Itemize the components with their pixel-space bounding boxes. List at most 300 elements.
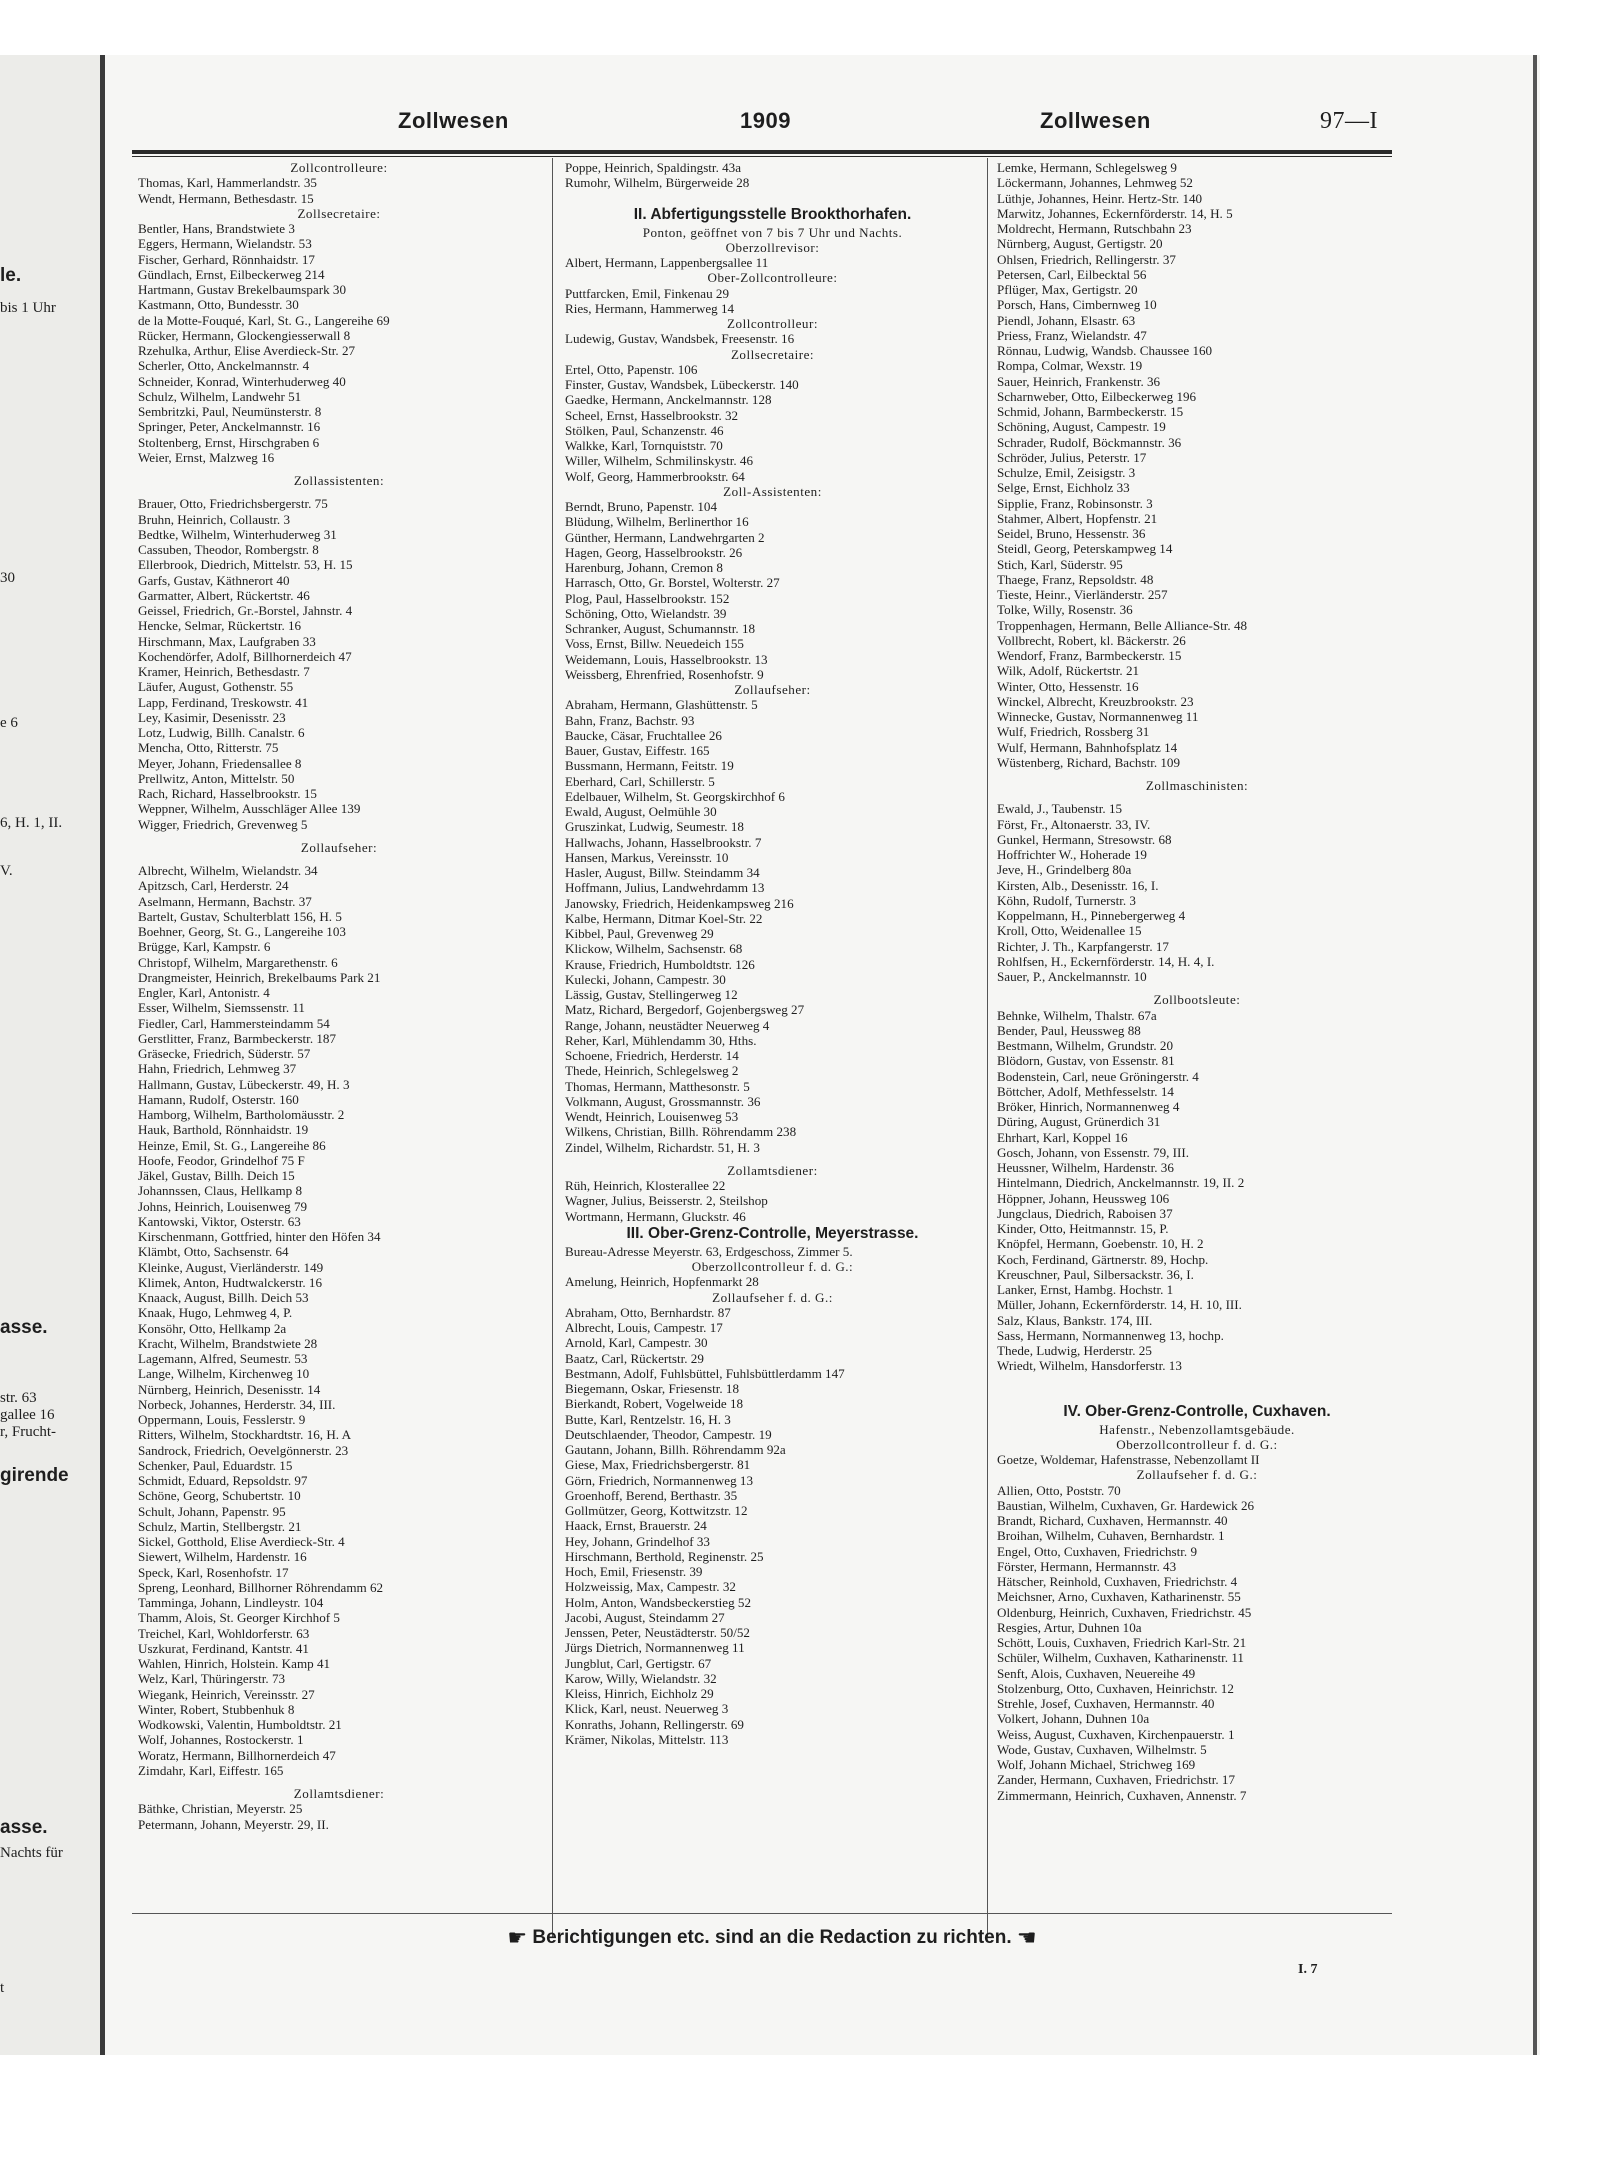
directory-entry: Sickel, Gotthold, Elise Averdieck-Str. 4 bbox=[138, 1534, 345, 1549]
directory-entry: Meyer, Johann, Friedensallee 8 bbox=[138, 755, 302, 771]
directory-entry: Ertel, Otto, Papenstr. 106 bbox=[565, 361, 698, 377]
directory-entry: Tieste, Heinr., Vierländerstr. 257 bbox=[997, 587, 1168, 602]
directory-entry: Schneider, Konrad, Winterhuderweg 40 bbox=[138, 373, 346, 389]
directory-entry: Stölken, Paul, Schanzenstr. 46 bbox=[565, 422, 724, 438]
directory-entry: Resgies, Artur, Duhnen 10a bbox=[997, 1619, 1142, 1635]
previous-page-edge bbox=[0, 55, 106, 2055]
directory-entry: Knaack, August, Billh. Deich 53 bbox=[138, 1290, 309, 1305]
directory-entry: Thomas, Karl, Hammerlandstr. 35 bbox=[138, 175, 317, 191]
directory-entry: Schoene, Friedrich, Herderstr. 14 bbox=[565, 1048, 739, 1063]
directory-entry: Kinder, Otto, Heitmannstr. 15, P. bbox=[997, 1221, 1169, 1236]
directory-entry: Kibbel, Paul, Grevenweg 29 bbox=[565, 926, 714, 941]
prev-page-fragment: r, Frucht- bbox=[0, 1424, 57, 1440]
directory-entry: Wendt, Heinrich, Louisenweg 53 bbox=[565, 1109, 739, 1124]
directory-entry: Oldenburg, Heinrich, Cuxhaven, Friedrichstr. 45 bbox=[997, 1604, 1252, 1620]
directory-entry: Winnecke, Gustav, Normannenweg 11 bbox=[997, 709, 1199, 724]
section-caption: Ponton, geöffnet von 7 bis 7 Uhr und Nachts. bbox=[642, 224, 903, 240]
directory-entry: Piendl, Johann, Elsastr. 63 bbox=[997, 312, 1136, 328]
directory-entry: Salz, Klaus, Bankstr. 174, III. bbox=[997, 1312, 1153, 1328]
prev-page-fragment: V. bbox=[0, 863, 13, 879]
directory-entry: Schüler, Wilhelm, Cuxhaven, Katharinenstr. 11 bbox=[997, 1650, 1244, 1666]
spacer bbox=[138, 832, 540, 840]
directory-entry: Richter, J. Th., Karpfangerstr. 17 bbox=[997, 938, 1169, 954]
directory-entry: Scherler, Otto, Anckelmannstr. 4 bbox=[138, 358, 310, 374]
directory-entry: Nürnberg, August, Gertigstr. 20 bbox=[997, 236, 1163, 252]
directory-entry: Weier, Ernst, Malzweg 16 bbox=[138, 449, 275, 465]
prev-page-fragment: girende bbox=[0, 1465, 69, 1486]
directory-entry: Koppelmann, H., Pinnebergerweg 4 bbox=[997, 908, 1186, 923]
directory-entry: Sauer, P., Anckelmannstr. 10 bbox=[997, 969, 1147, 984]
directory-entry: Wigger, Friedrich, Grevenweg 5 bbox=[138, 816, 308, 832]
directory-entry: Lagemann, Alfred, Seumestr. 53 bbox=[138, 1351, 308, 1366]
directory-entry: Köhn, Rudolf, Turnerstr. 3 bbox=[997, 892, 1136, 908]
directory-entry: Weissberg, Ehrenfried, Rosenhofstr. 9 bbox=[565, 666, 764, 682]
column-left bbox=[138, 160, 540, 1832]
directory-entry: Treichel, Karl, Wohldorferstr. 63 bbox=[138, 1625, 310, 1641]
directory-entry: Engler, Karl, Antonistr. 4 bbox=[138, 985, 270, 1000]
directory-entry: Wodkowski, Valentin, Humboldtstr. 21 bbox=[138, 1717, 342, 1732]
section-caption: Zollsecretaire: bbox=[297, 205, 381, 221]
directory-entry: Abraham, Hermann, Glashüttenstr. 5 bbox=[565, 697, 758, 713]
directory-entry: Kantowski, Viktor, Osterstr. 63 bbox=[138, 1213, 301, 1229]
directory-entry: Bauer, Gustav, Eiffestr. 165 bbox=[565, 743, 710, 758]
directory-entry: Wagner, Julius, Beisserstr. 2, Steilshop bbox=[565, 1193, 768, 1209]
spacer bbox=[997, 1388, 1397, 1402]
directory-entry: Biegemann, Oskar, Friesenstr. 18 bbox=[565, 1381, 740, 1396]
directory-entry: Hasler, August, Billw. Steindamm 34 bbox=[565, 865, 760, 880]
directory-entry: Zander, Hermann, Cuxhaven, Friedrichstr. 17 bbox=[997, 1772, 1236, 1788]
directory-entry: Schöning, Otto, Wielandstr. 39 bbox=[565, 605, 727, 621]
directory-entry: Aselmann, Hermann, Bachstr. 37 bbox=[138, 893, 312, 909]
directory-entry: Schöne, Georg, Schubertstr. 10 bbox=[138, 1488, 301, 1504]
page-number: 97—I bbox=[1320, 108, 1378, 134]
directory-entry: Rüh, Heinrich, Klosterallee 22 bbox=[565, 1178, 726, 1193]
directory-entry: Jenssen, Peter, Neustädterstr. 50/52 bbox=[565, 1625, 750, 1640]
directory-entry: Wendorf, Franz, Barmbeckerstr. 15 bbox=[997, 648, 1182, 663]
directory-entry: Sauer, Heinrich, Frankenstr. 36 bbox=[997, 373, 1161, 389]
directory-entry: Kleiss, Hinrich, Eichholz 29 bbox=[565, 1686, 714, 1701]
directory-entry: Boehner, Georg, St. G., Langereihe 103 bbox=[138, 924, 346, 939]
directory-entry: Görn, Friedrich, Normannenweg 13 bbox=[565, 1472, 753, 1488]
directory-entry: Thomas, Hermann, Matthesonstr. 5 bbox=[565, 1078, 750, 1094]
directory-entry: Wiegank, Heinrich, Vereinsstr. 27 bbox=[138, 1686, 315, 1702]
directory-entry: Bestmann, Wilhelm, Grundstr. 20 bbox=[997, 1038, 1173, 1053]
directory-entry: Stoltenberg, Ernst, Hirschgraben 6 bbox=[138, 434, 320, 450]
directory-entry: Reher, Karl, Mühlendamm 30, Hths. bbox=[565, 1032, 757, 1048]
prev-page-fragment: Nachts für bbox=[0, 1845, 63, 1861]
corrections-notice bbox=[412, 1925, 1132, 1951]
directory-entry: Garmatter, Albert, Rückertstr. 46 bbox=[138, 587, 310, 603]
directory-entry: Bruhn, Heinrich, Collaustr. 3 bbox=[138, 511, 291, 527]
directory-entry: Kroll, Otto, Weidenallee 15 bbox=[997, 923, 1142, 939]
directory-entry: Schulz, Wilhelm, Landwehr 51 bbox=[138, 388, 302, 404]
directory-entry: Albert, Hermann, Lappenbergsallee 11 bbox=[565, 255, 769, 270]
directory-entry: Ewald, August, Oelmühle 30 bbox=[565, 804, 717, 819]
directory-entry: Bahn, Franz, Bachstr. 93 bbox=[565, 712, 695, 728]
directory-entry: Wriedt, Wilhelm, Hansdorferstr. 13 bbox=[997, 1358, 1182, 1374]
spacer bbox=[997, 793, 1397, 801]
directory-entry: Butte, Karl, Rentzelstr. 16, H. 3 bbox=[565, 1411, 731, 1427]
directory-entry: Gruszinkat, Ludwig, Seumestr. 18 bbox=[565, 819, 744, 835]
directory-entry: Garfs, Gustav, Käthnerort 40 bbox=[138, 572, 290, 588]
prev-page-fragment: le. bbox=[0, 265, 22, 286]
directory-entry: Siewert, Wilhelm, Hardenstr. 16 bbox=[138, 1549, 307, 1565]
directory-entry: Hauk, Barthold, Rönnhaidstr. 19 bbox=[138, 1122, 309, 1138]
directory-entry: Mencha, Otto, Ritterstr. 75 bbox=[138, 740, 279, 756]
directory-entry: Lange, Wilhelm, Kirchenweg 10 bbox=[138, 1366, 310, 1382]
directory-entry: Seidel, Bruno, Hessenstr. 36 bbox=[997, 526, 1146, 541]
directory-entry: Thede, Ludwig, Herderstr. 25 bbox=[997, 1343, 1152, 1358]
directory-entry: Klämbt, Otto, Sachsenstr. 64 bbox=[138, 1244, 289, 1260]
directory-entry: Koch, Ferdinand, Gärtnerstr. 89, Hochp. bbox=[997, 1251, 1209, 1267]
directory-entry: Fischer, Gerhard, Rönnhaidstr. 17 bbox=[138, 251, 315, 267]
directory-entry: Johannssen, Claus, Hellkamp 8 bbox=[138, 1183, 303, 1199]
directory-entry: Hahn, Friedrich, Lehmweg 37 bbox=[138, 1061, 297, 1077]
directory-entry: Jungblut, Carl, Gertigstr. 67 bbox=[565, 1655, 712, 1671]
directory-entry: Kreuschner, Paul, Silbersackstr. 36, I. bbox=[997, 1266, 1194, 1282]
directory-entry: Gunkel, Hermann, Stresowstr. 68 bbox=[997, 831, 1172, 847]
directory-entry: Brügge, Karl, Kampstr. 6 bbox=[138, 939, 271, 955]
directory-entry: Johns, Heinrich, Louisenweg 79 bbox=[138, 1198, 308, 1214]
directory-entry: Tamminga, Johann, Lindleystr. 104 bbox=[138, 1595, 324, 1610]
directory-entry: Karow, Willy, Wielandstr. 32 bbox=[565, 1670, 717, 1686]
directory-entry: Ley, Kasimir, Desenisstr. 23 bbox=[138, 709, 286, 725]
directory-entry: Lüthje, Johannes, Heinr. Hertz-Str. 140 bbox=[997, 190, 1203, 206]
column-right bbox=[997, 160, 1397, 1803]
directory-entry: Bodenstein, Carl, neue Gröningerstr. 4 bbox=[997, 1068, 1199, 1084]
directory-entry: Sipplie, Franz, Robinsonstr. 3 bbox=[997, 495, 1153, 511]
directory-entry: Steidl, Georg, Peterskampweg 14 bbox=[997, 541, 1173, 557]
column-divider bbox=[552, 158, 553, 1938]
directory-entry: Klick, Karl, neust. Neuerweg 3 bbox=[565, 1701, 729, 1717]
directory-entry: Senft, Alois, Cuxhaven, Neuereihe 49 bbox=[997, 1665, 1196, 1681]
directory-entry: Thamm, Alois, St. Georger Kirchhof 5 bbox=[138, 1610, 340, 1626]
section-caption: Zollmaschinisten: bbox=[1145, 778, 1249, 793]
directory-entry: Goetze, Woldemar, Hafenstrasse, Nebenzollamt II bbox=[997, 1452, 1260, 1467]
section-caption: Hafenstr., Nebenzollamtsgebäude. bbox=[1099, 1421, 1295, 1437]
directory-entry: Cassuben, Theodor, Rombergstr. 8 bbox=[138, 542, 319, 557]
directory-entry: Strehle, Josef, Cuxhaven, Hermannstr. 40 bbox=[997, 1696, 1215, 1711]
directory-entry: Prellwitz, Anton, Mittelstr. 50 bbox=[138, 770, 295, 786]
directory-entry: Albrecht, Louis, Campestr. 17 bbox=[565, 1320, 723, 1335]
directory-entry: Först, Fr., Altonaerstr. 33, IV. bbox=[997, 816, 1151, 832]
directory-entry: Zimdahr, Karl, Eiffestr. 165 bbox=[138, 1762, 284, 1778]
directory-entry: Apitzsch, Carl, Herderstr. 24 bbox=[138, 878, 289, 894]
directory-entry: Blödorn, Gustav, von Essenstr. 81 bbox=[997, 1053, 1175, 1069]
running-head-left: Zollwesen bbox=[398, 108, 509, 133]
directory-entry: Rach, Richard, Hasselbrookstr. 15 bbox=[138, 786, 317, 801]
directory-entry: Gräsecke, Friedrich, Süderstr. 57 bbox=[138, 1046, 311, 1061]
directory-entry: Klickow, Wilhelm, Sachsenstr. 68 bbox=[565, 941, 743, 957]
column-divider bbox=[987, 158, 988, 1938]
directory-entry: Bussmann, Hermann, Feitstr. 19 bbox=[565, 758, 734, 774]
directory-entry: Lanker, Ernst, Hambg. Hochstr. 1 bbox=[997, 1282, 1174, 1297]
directory-entry: Sembritzki, Paul, Neumünsterstr. 8 bbox=[138, 404, 322, 419]
directory-entry: Düring, August, Grünerdich 31 bbox=[997, 1114, 1161, 1130]
spacer bbox=[997, 1374, 1397, 1388]
directory-entry: Kirsten, Alb., Desenisstr. 16, I. bbox=[997, 877, 1159, 893]
directory-entry: Gollmützer, Georg, Kottwitzstr. 12 bbox=[565, 1503, 748, 1518]
directory-entry: Janowsky, Friedrich, Heidenkampsweg 216 bbox=[565, 895, 794, 911]
directory-entry: Giese, Max, Friedrichsbergerstr. 81 bbox=[565, 1457, 751, 1473]
directory-entry: Jeve, H., Grindelberg 80a bbox=[997, 862, 1132, 878]
directory-entry: Stahmer, Albert, Hopfenstr. 21 bbox=[997, 510, 1158, 526]
directory-entry: Kochendörfer, Adolf, Billhornerdeich 47 bbox=[138, 648, 352, 664]
directory-entry: Walkke, Karl, Tornquiststr. 70 bbox=[565, 438, 723, 453]
directory-entry: Bäthke, Christian, Meyerstr. 25 bbox=[138, 1801, 303, 1817]
directory-entry: Böttcher, Adolf, Methfesselstr. 14 bbox=[997, 1083, 1174, 1099]
directory-entry: Schrader, Rudolf, Böckmannstr. 36 bbox=[997, 434, 1182, 450]
directory-entry: Priess, Franz, Wielandstr. 47 bbox=[997, 327, 1147, 343]
directory-entry: Winter, Robert, Stubbenhuk 8 bbox=[138, 1701, 295, 1717]
directory-entry: Wulf, Hermann, Bahnhofsplatz 14 bbox=[997, 739, 1178, 755]
prev-page-fragment: t bbox=[0, 1980, 5, 1996]
directory-entry: Engel, Otto, Cuxhaven, Friedrichstr. 9 bbox=[997, 1543, 1198, 1559]
directory-entry: Hintelmann, Diedrich, Anckelmannstr. 19, II. 2 bbox=[997, 1175, 1245, 1191]
section-caption: Ober-Zollcontrolleure: bbox=[707, 270, 838, 286]
directory-entry: Bröker, Hinrich, Normannenweg 4 bbox=[997, 1099, 1180, 1114]
directory-entry: Kirschenmann, Gottfried, hinter den Höfen 34 bbox=[138, 1229, 381, 1244]
directory-entry: Baatz, Carl, Rückertstr. 29 bbox=[565, 1350, 704, 1366]
page-fold-rule bbox=[100, 55, 105, 2055]
directory-entry: Pflüger, Max, Gertigstr. 20 bbox=[997, 282, 1138, 297]
directory-entry: Rönnau, Ludwig, Wandsb. Chaussee 160 bbox=[997, 343, 1213, 358]
prev-page-fragment: str. 63 bbox=[0, 1390, 37, 1406]
directory-entry: Haack, Ernst, Brauerstr. 24 bbox=[565, 1518, 707, 1534]
directory-entry: Lässig, Gustav, Stellingerweg 12 bbox=[565, 987, 738, 1002]
section-heading: III. Ober-Grenz-Controlle, Meyerstrasse. bbox=[626, 1224, 919, 1242]
directory-entry: Meichsner, Arno, Cuxhaven, Katharinenstr. 55 bbox=[997, 1589, 1241, 1605]
directory-entry: Schött, Louis, Cuxhaven, Friedrich Karl-Str. 21 bbox=[997, 1635, 1247, 1650]
directory-entry: Wendt, Hermann, Bethesdastr. 15 bbox=[138, 190, 314, 206]
section-caption: Zollaufseher f. d. G.: bbox=[712, 1289, 833, 1305]
section-caption: Zoll-Assistenten: bbox=[723, 483, 822, 499]
directory-entry: Schröder, Julius, Peterstr. 17 bbox=[997, 449, 1147, 465]
directory-entry: Edelbauer, Wilhelm, St. Georgskirchhof 6 bbox=[565, 788, 785, 804]
running-head-right: Zollwesen bbox=[1040, 108, 1151, 133]
section-caption: Zollcontrolleure: bbox=[290, 160, 388, 175]
directory-entry: Vollbrecht, Robert, kl. Bäckerstr. 26 bbox=[997, 632, 1186, 648]
directory-entry: Volkmann, August, Grossmannstr. 36 bbox=[565, 1093, 761, 1109]
directory-entry: Winckel, Albrecht, Kreuzbrookstr. 23 bbox=[997, 693, 1194, 709]
spacer bbox=[138, 855, 540, 863]
directory-entry: Harenburg, Johann, Cremon 8 bbox=[565, 560, 723, 575]
directory-entry: Weppner, Wilhelm, Ausschläger Allee 139 bbox=[138, 801, 361, 817]
directory-entry: Ritters, Wilhelm, Stockhardtstr. 16, H. A bbox=[138, 1427, 352, 1443]
directory-entry: Woratz, Hermann, Billhornerdeich 47 bbox=[138, 1747, 336, 1763]
directory-entry: Thaege, Franz, Repsoldstr. 48 bbox=[997, 571, 1154, 587]
directory-entry: Stolzenburg, Otto, Cuxhaven, Heinrichstr. 12 bbox=[997, 1680, 1234, 1696]
directory-entry: Lapp, Ferdinand, Treskowstr. 41 bbox=[138, 694, 309, 710]
directory-entry: Puttfarcken, Emil, Finkenau 29 bbox=[565, 285, 730, 301]
directory-entry: Amelung, Heinrich, Hopfenmarkt 28 bbox=[565, 1274, 759, 1290]
directory-entry: Rzehulka, Arthur, Elise Averdieck-Str. 27 bbox=[138, 343, 356, 358]
directory-entry: Weiss, August, Cuxhaven, Kirchenpauerstr. 1 bbox=[997, 1726, 1235, 1742]
directory-entry: Holzweissig, Max, Campestr. 32 bbox=[565, 1579, 736, 1595]
spacer bbox=[138, 465, 540, 473]
directory-entry: Deutschlaender, Theodor, Campestr. 19 bbox=[565, 1426, 772, 1442]
directory-entry: Gosch, Johann, von Essenstr. 79, III. bbox=[997, 1144, 1190, 1160]
directory-entry: Ellerbrook, Diedrich, Mittelstr. 53, H. 15 bbox=[138, 557, 353, 573]
directory-entry: Schmidt, Eduard, Repsoldstr. 97 bbox=[138, 1473, 308, 1488]
directory-entry: Jürgs Dietrich, Normannenweg 11 bbox=[565, 1640, 745, 1656]
directory-entry: Hallmann, Gustav, Lübeckerstr. 49, H. 3 bbox=[138, 1076, 350, 1092]
directory-entry: Nürnberg, Heinrich, Desenisstr. 14 bbox=[138, 1381, 321, 1397]
directory-entry: Willer, Wilhelm, Schmilinskystr. 46 bbox=[565, 453, 754, 469]
directory-entry: Läufer, August, Gothenstr. 55 bbox=[138, 679, 294, 695]
directory-entry: Abraham, Otto, Bernhardstr. 87 bbox=[565, 1304, 731, 1320]
section-caption: Oberzollcontrolleur f. d. G.: bbox=[1116, 1436, 1278, 1452]
directory-entry: Gaedke, Hermann, Anckelmannstr. 128 bbox=[565, 392, 772, 408]
directory-entry: Petermann, Johann, Meyerstr. 29, II. bbox=[138, 1816, 329, 1832]
directory-entry: Höppner, Johann, Heussweg 106 bbox=[997, 1190, 1170, 1206]
directory-entry: Förster, Hermann, Hermannstr. 43 bbox=[997, 1558, 1177, 1574]
section-caption: Oberzollcontrolleur f. d. G.: bbox=[691, 1259, 854, 1274]
directory-entry: Groenhoff, Berend, Berthastr. 35 bbox=[565, 1487, 738, 1503]
directory-entry: Schranker, August, Schumannstr. 18 bbox=[565, 621, 756, 636]
prev-page-fragment: e 6 bbox=[0, 715, 18, 731]
spacer bbox=[138, 1778, 540, 1786]
directory-entry: Broihan, Wilhelm, Cuhaven, Bernhardstr. 1 bbox=[997, 1528, 1225, 1544]
directory-entry: Wulf, Friedrich, Rossberg 31 bbox=[997, 724, 1150, 740]
directory-entry: Uszkurat, Ferdinand, Kantstr. 41 bbox=[138, 1640, 309, 1656]
directory-entry: Jacobi, August, Steindamm 27 bbox=[565, 1609, 725, 1625]
directory-entry: Albrecht, Wilhelm, Wielandstr. 34 bbox=[138, 863, 318, 878]
directory-entry: Schenker, Paul, Eduardstr. 15 bbox=[138, 1457, 293, 1473]
directory-entry: Bentler, Hans, Brandstwiete 3 bbox=[138, 221, 295, 236]
directory-entry: Gautann, Johann, Billh. Röhrendamm 92a bbox=[565, 1442, 786, 1457]
section-caption: Zollassistenten: bbox=[293, 473, 385, 488]
directory-entry: Thede, Heinrich, Schlegelsweg 2 bbox=[565, 1063, 739, 1079]
directory-entry: Behnke, Wilhelm, Thalstr. 67a bbox=[997, 1007, 1157, 1023]
directory-entry: Hoofe, Feodor, Grindelhof 75 F bbox=[138, 1152, 305, 1168]
directory-entry: Sass, Hermann, Normannenweg 13, hochp. bbox=[997, 1327, 1224, 1343]
directory-entry: Zimmermann, Heinrich, Cuxhaven, Annenstr. 7 bbox=[997, 1787, 1247, 1803]
page-edge-rule bbox=[1533, 55, 1537, 2055]
directory-entry: Matz, Richard, Bergedorf, Gojenbergsweg 27 bbox=[565, 1002, 805, 1018]
spacer bbox=[997, 984, 1397, 992]
directory-entry: Kracht, Wilhelm, Brandstwiete 28 bbox=[138, 1335, 318, 1351]
spacer bbox=[138, 488, 540, 496]
directory-entry: Schult, Johann, Papenstr. 95 bbox=[138, 1503, 286, 1519]
directory-entry: Hoffmann, Julius, Landwehrdamm 13 bbox=[565, 880, 765, 896]
directory-entry: Heinze, Emil, St. G., Langereihe 86 bbox=[138, 1137, 326, 1153]
directory-entry: Bierkandt, Robert, Vogelweide 18 bbox=[565, 1396, 744, 1412]
directory-entry: Norbeck, Johannes, Herderstr. 34, III. bbox=[138, 1396, 336, 1412]
spacer bbox=[565, 1155, 980, 1163]
directory-entry: Allien, Otto, Poststr. 70 bbox=[997, 1482, 1121, 1498]
directory-entry: Hamann, Rudolf, Osterstr. 160 bbox=[138, 1091, 299, 1107]
directory-entry: Holm, Anton, Wandsbeckerstieg 52 bbox=[565, 1594, 751, 1610]
directory-entry: Konraths, Johann, Rellingerstr. 69 bbox=[565, 1716, 744, 1732]
directory-entry: Krämer, Nikolas, Mittelstr. 113 bbox=[565, 1731, 729, 1747]
directory-entry: Tolke, Willy, Rosenstr. 36 bbox=[997, 602, 1133, 618]
pointing-hand-icon: ☛ bbox=[507, 1925, 528, 1950]
pointing-hand-left-icon: ☚ bbox=[1016, 1925, 1037, 1950]
directory-entry: Wolf, Georg, Hammerbrookstr. 64 bbox=[565, 468, 745, 484]
directory-entry: Hencke, Selmar, Rückertstr. 16 bbox=[138, 618, 302, 634]
directory-entry: Wilk, Adolf, Rückertstr. 21 bbox=[997, 663, 1140, 679]
directory-entry: Jäkel, Gustav, Billh. Deich 15 bbox=[138, 1168, 295, 1183]
directory-entry: Brauer, Otto, Friedrichsbergerstr. 75 bbox=[138, 496, 328, 512]
directory-entry: Stich, Karl, Süderstr. 95 bbox=[997, 556, 1123, 572]
directory-entry: Rohlfsen, H., Eckernförderstr. 14, H. 4, I. bbox=[997, 953, 1215, 969]
directory-entry: Hätscher, Reinhold, Cuxhaven, Friedrichstr. 4 bbox=[997, 1574, 1238, 1589]
section-caption: Zollaufseher: bbox=[300, 839, 378, 855]
directory-entry: Knaak, Hugo, Lehmweg 4, P. bbox=[138, 1305, 293, 1321]
directory-entry: Selge, Ernst, Eichholz 33 bbox=[997, 480, 1130, 496]
directory-entry: Plog, Paul, Hasselbrookstr. 152 bbox=[565, 590, 730, 606]
directory-entry: Hallwachs, Johann, Hasselbrookstr. 7 bbox=[565, 834, 762, 850]
directory-entry: Schulz, Martin, Stellbergstr. 21 bbox=[138, 1518, 302, 1534]
section-caption: Zollamtsdiener: bbox=[293, 1786, 385, 1801]
directory-entry: Hirschmann, Max, Laufgraben 33 bbox=[138, 633, 316, 649]
directory-entry: Troppenhagen, Hermann, Belle Alliance-Str. 48 bbox=[997, 617, 1248, 633]
directory-entry: Geissel, Friedrich, Gr.-Borstel, Jahnstr. 4 bbox=[138, 603, 353, 618]
directory-entry: Wolf, Johann Michael, Strichweg 169 bbox=[997, 1757, 1196, 1772]
spacer bbox=[997, 770, 1397, 778]
column-middle bbox=[565, 160, 980, 1747]
directory-entry: Baucke, Cäsar, Fruchtallee 26 bbox=[565, 727, 722, 743]
directory-entry: Springer, Peter, Anckelmannstr. 16 bbox=[138, 419, 321, 435]
section-caption: Oberzollrevisor: bbox=[725, 239, 820, 255]
directory-entry: Günther, Hermann, Landwehrgarten 2 bbox=[565, 529, 765, 545]
directory-entry: Kulecki, Johann, Campestr. 30 bbox=[565, 971, 726, 987]
section-caption: Zollaufseher f. d. G.: bbox=[1136, 1467, 1258, 1483]
directory-entry: Oppermann, Louis, Fesslerstr. 9 bbox=[138, 1412, 306, 1427]
section-caption: Zollaufseher: bbox=[734, 682, 811, 697]
directory-entry: Ewald, J., Taubenstr. 15 bbox=[997, 801, 1123, 817]
directory-entry: Winter, Otto, Hessenstr. 16 bbox=[997, 678, 1139, 694]
directory-entry: Volkert, Johann, Duhnen 10a bbox=[997, 1711, 1150, 1727]
directory-entry: Hey, Johann, Grindelhof 33 bbox=[565, 1533, 710, 1549]
section-caption: Zollcontrolleur: bbox=[727, 316, 818, 331]
signature-mark: I. 7 bbox=[1298, 1962, 1318, 1977]
directory-entry: Weidemann, Louis, Hasselbrookstr. 13 bbox=[565, 651, 768, 667]
directory-entry: Lotz, Ludwig, Billh. Canalstr. 6 bbox=[138, 725, 305, 740]
directory-entry: Baustian, Wilhelm, Cuxhaven, Gr. Hardewick 26 bbox=[997, 1497, 1255, 1513]
directory-entry: Harrasch, Otto, Gr. Borstel, Wolterstr. 27 bbox=[565, 575, 780, 591]
directory-entry: Fiedler, Carl, Hammersteindamm 54 bbox=[138, 1015, 330, 1031]
directory-entry: Ries, Hermann, Hammerweg 14 bbox=[565, 300, 735, 316]
directory-entry: Löckermann, Johannes, Lehmweg 52 bbox=[997, 175, 1193, 191]
directory-entry: Wolf, Johannes, Rostockerstr. 1 bbox=[138, 1732, 304, 1748]
directory-entry: Brandt, Richard, Cuxhaven, Hermannstr. 40 bbox=[997, 1513, 1228, 1528]
directory-entry: Range, Johann, neustädter Neuerweg 4 bbox=[565, 1017, 770, 1033]
running-head-year: 1909 bbox=[740, 108, 791, 133]
prev-page-fragment: bis 1 Uhr bbox=[0, 300, 56, 316]
header-rule-thin bbox=[132, 156, 1392, 157]
directory-entry: Rompa, Colmar, Wexstr. 19 bbox=[997, 358, 1143, 374]
directory-entry: Porsch, Hans, Cimbernweg 10 bbox=[997, 297, 1157, 313]
directory-entry: Blüdung, Wilhelm, Berlinerthor 16 bbox=[565, 514, 749, 530]
directory-entry: Jungclaus, Diedrich, Raboisen 37 bbox=[997, 1205, 1173, 1221]
section-caption: Zollbootsleute: bbox=[1153, 992, 1241, 1008]
prev-page-fragment: 30 bbox=[0, 570, 15, 586]
directory-entry: Scharnweber, Otto, Eilbeckerweg 196 bbox=[997, 388, 1197, 404]
directory-entry: Zindel, Wilhelm, Richardstr. 51, H. 3 bbox=[565, 1139, 760, 1155]
directory-entry: Schöning, August, Campestr. 19 bbox=[997, 419, 1166, 435]
directory-entry: Müller, Johann, Eckernförderstr. 14, H. 10, III. bbox=[997, 1297, 1242, 1313]
section-caption: Zollsecretaire: bbox=[730, 346, 815, 362]
directory-entry: Heussner, Wilhelm, Hardenstr. 36 bbox=[997, 1160, 1174, 1175]
directory-entry: Eggers, Hermann, Wielandstr. 53 bbox=[138, 236, 312, 252]
directory-entry: Sandrock, Friedrich, Oevelgönnerstr. 23 bbox=[138, 1442, 349, 1458]
directory-entry: Esser, Wilhelm, Siemssenstr. 11 bbox=[138, 1000, 305, 1016]
directory-entry: Rücker, Hermann, Glockengiesserwall 8 bbox=[138, 327, 351, 343]
directory-entry: Ludewig, Gustav, Wandsbek, Freesenstr. 16 bbox=[565, 331, 795, 347]
directory-entry: Wüstenberg, Richard, Bachstr. 109 bbox=[997, 754, 1181, 770]
